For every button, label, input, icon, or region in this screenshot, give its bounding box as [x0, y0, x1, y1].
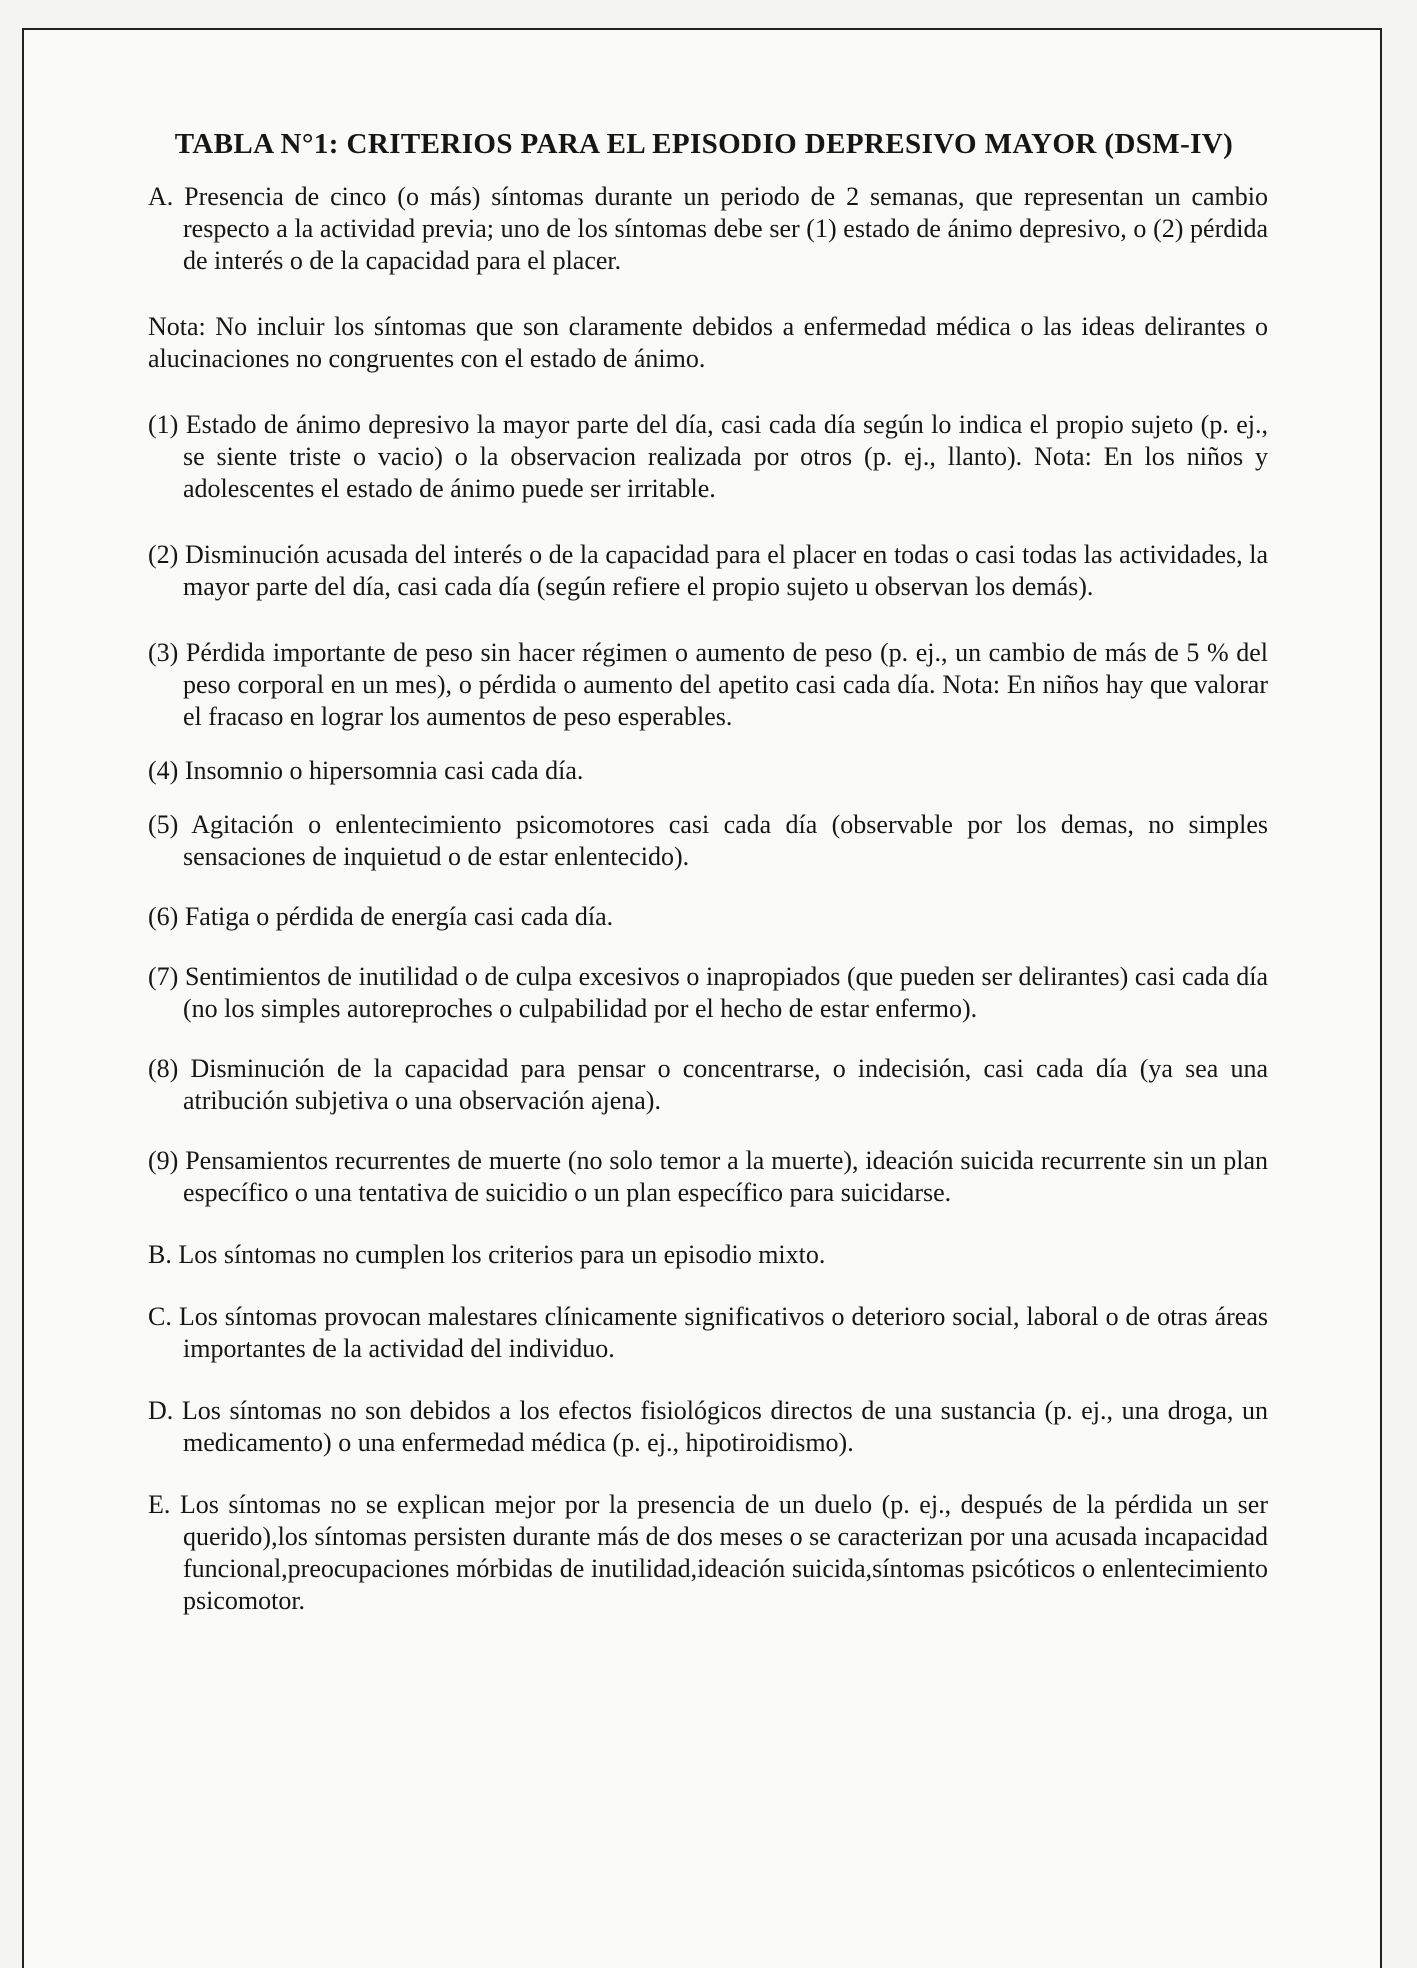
note-paragraph: Nota: No incluir los síntomas que son claramente debidos a enfermedad médica o las ideas delirantes o alucinaciones no congruentes con el estado de ánimo.: [148, 312, 1268, 373]
table-title: TABLA N°1: CRITERIOS PARA EL EPISODIO DEPRESIVO MAYOR (DSM-IV): [174, 128, 1234, 160]
criterion-b: B. Los síntomas no cumplen los criterios para un episodio mixto.: [148, 1240, 826, 1269]
symptom-2: (2) Disminución acusada del interés o de la capacidad para el placer en todas o casi todas las actividades, la mayor parte del día, casi cada día (según refiere el propio sujeto u observan los demás).: [148, 540, 1268, 601]
symptom-1: (1) Estado de ánimo depresivo la mayor parte del día, casi cada día según lo indica el propio sujeto (p. ej., se siente triste o vacio) o la observacion realizada por otros (p. ej., llanto). Nota: En los niños y adolescentes el estado de ánimo puede ser irritable.: [148, 410, 1268, 503]
symptom-3: (3) Pérdida importante de peso sin hacer régimen o aumento de peso (p. ej., un cambio de más de 5 % del peso corporal en un mes), o pérdida o aumento del apetito casi cada día. Nota: En niños hay que valorar el fracaso en lograr los aumentos de peso esperables.: [148, 638, 1268, 731]
symptom-7: (7) Sentimientos de inutilidad o de culpa excesivos o inapropiados (que pueden ser delirantes) casi cada día (no los simples autoreproches o culpabilidad por el hecho de estar enfermo).: [148, 962, 1268, 1023]
document-body: [148, 128, 1268, 1617]
symptom-4: (4) Insomnio o hipersomnia casi cada día.: [148, 756, 584, 785]
symptom-9: (9) Pensamientos recurrentes de muerte (no solo temor a la muerte), ideación suicida recurrente sin un plan específico o una tentativa de suicidio o un plan específico para suicidarse.: [148, 1146, 1268, 1207]
symptom-6: (6) Fatiga o pérdida de energía casi cada día.: [148, 902, 614, 931]
symptom-5: (5) Agitación o enlentecimiento psicomotores casi cada día (observable por los demas, no simples sensaciones de inquietud o de estar enlentecido).: [148, 810, 1268, 871]
criterion-c: C. Los síntomas provocan malestares clínicamente significativos o deterioro social, laboral o de otras áreas importantes de la actividad del individuo.: [148, 1302, 1268, 1363]
symptom-8: (8) Disminución de la capacidad para pensar o concentrarse, o indecisión, casi cada día (ya sea una atribución subjetiva o una observación ajena).: [148, 1054, 1268, 1115]
criterion-a: A. Presencia de cinco (o más) síntomas durante un periodo de 2 semanas, que representan un cambio respecto a la actividad previa; uno de los síntomas debe ser (1) estado de ánimo depresivo, o (2) pérdida de interés o de la capacidad para el placer.: [148, 182, 1268, 275]
criterion-e: E. Los síntomas no se explican mejor por la presencia de un duelo (p. ej., después de la pérdida un ser querido),los síntomas persisten durante más de dos meses o se caracterizan por una acusada incapacidad funcional,preocupaciones mórbidas de inutilidad,ideación suicida,síntomas psicóticos o enlentecimiento psicomotor.: [148, 1490, 1268, 1615]
criterion-d: D. Los síntomas no son debidos a los efectos fisiológicos directos de una sustancia (p. ej., una droga, un medicamento) o una enfermedad médica (p. ej., hipotiroidismo).: [148, 1396, 1268, 1457]
